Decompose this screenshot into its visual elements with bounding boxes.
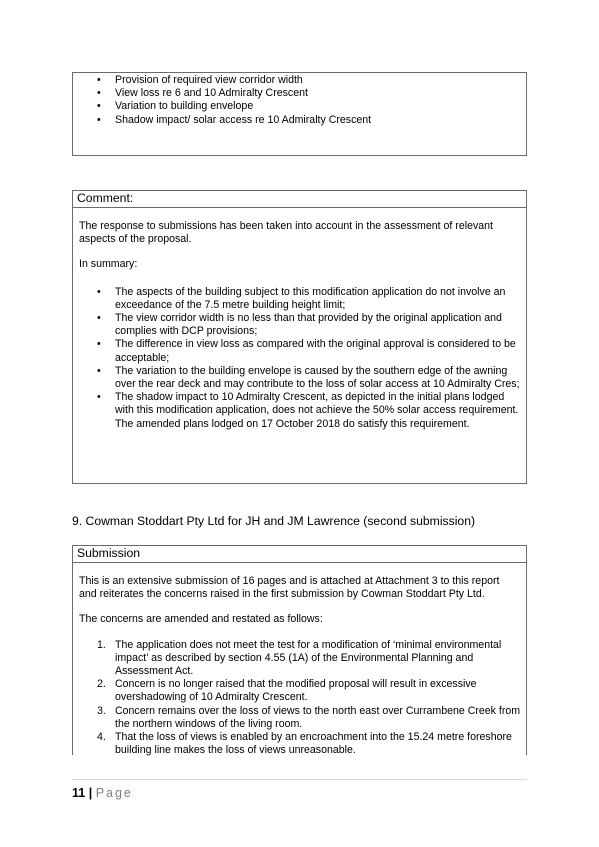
comment-bullets	[73, 286, 526, 431]
page-label: Page	[95, 786, 133, 800]
list-item: • Shadow impact/ solar access re 10 Admiralty Crescent	[73, 114, 526, 127]
list-item	[73, 705, 526, 731]
page-footer	[72, 786, 133, 800]
comment-summary-intro: In summary:	[79, 258, 138, 271]
list-item: • View loss re 6 and 10 Admiralty Crescent	[73, 87, 526, 100]
item-text: That the loss of views is enabled by an encroachment into the 15.24 metre foreshore building line makes the loss of views unreasonable.	[115, 731, 512, 757]
list-item	[73, 731, 526, 757]
item-number: 4.	[97, 731, 106, 744]
list-item: • Variation to building envelope	[73, 100, 526, 113]
submission-concerns-intro: The concerns are amended and restated as follows:	[79, 613, 323, 626]
submission-box	[72, 545, 527, 755]
submission-header: Submission	[77, 546, 140, 560]
item-number: 2.	[97, 678, 106, 691]
item-text: Concern remains over the loss of views to the north east over Currambene Creek from the northern windows of the living room.	[115, 704, 521, 730]
submission-header-row	[73, 546, 526, 563]
comment-header: Comment:	[77, 191, 134, 205]
page-number: 11	[72, 786, 86, 800]
comment-paragraph: The response to submissions has been taken into account in the assessment of relevant aspects of the proposal.	[79, 220, 493, 246]
footer-separator: |	[88, 786, 93, 800]
list-item: • Provision of required view corridor width	[73, 74, 526, 87]
list-item	[73, 639, 526, 679]
comment-box	[72, 190, 527, 484]
list-item: • The variation to the building envelope is caused by the southern edge of the awning over the rear deck and may contribute to the loss of solar access at 10 Admiralty Cres;	[73, 365, 526, 391]
list-item: • The shadow impact to 10 Admiralty Crescent, as depicted in the initial plans lodged with this modification application, does not achieve the 50% solar access requirement. The amended plans lodged on 17 October 2018 do satisfy this requirement.	[73, 391, 526, 431]
item-text: The application does not meet the test for a modification of ‘minimal environmental impact’ as described by section 4.55 (1A) of the Environmental Planning and Assessment Act.	[115, 638, 502, 678]
concerns-list	[73, 639, 526, 758]
submission-paragraph: This is an extensive submission of 16 pages and is attached at Attachment 3 to this report and reiterates the concerns raised in the first submission by Cowman Stoddart Pty Ltd.	[79, 575, 500, 601]
list-item: • The difference in view loss as compared with the original approval is considered to be acceptable;	[73, 338, 526, 364]
issues-list	[73, 74, 526, 127]
item-number: 1.	[97, 638, 106, 651]
list-item	[73, 678, 526, 704]
comment-header-row	[73, 191, 526, 208]
footer-divider	[72, 779, 527, 780]
item-text: Concern is no longer raised that the modified proposal will result in excessive overshadowing of 10 Admiralty Crescent.	[115, 678, 477, 704]
section-heading: 9. Cowman Stoddart Pty Ltd for JH and JM Lawrence (second submission)	[72, 514, 476, 528]
item-number: 3.	[97, 704, 106, 717]
issues-box	[72, 72, 527, 156]
list-item: • The view corridor width is no less than that provided by the original application and complies with DCP provisions;	[73, 312, 526, 338]
list-item: • The aspects of the building subject to this modification application do not involve an exceedance of the 7.5 metre building height limit;	[73, 286, 526, 312]
